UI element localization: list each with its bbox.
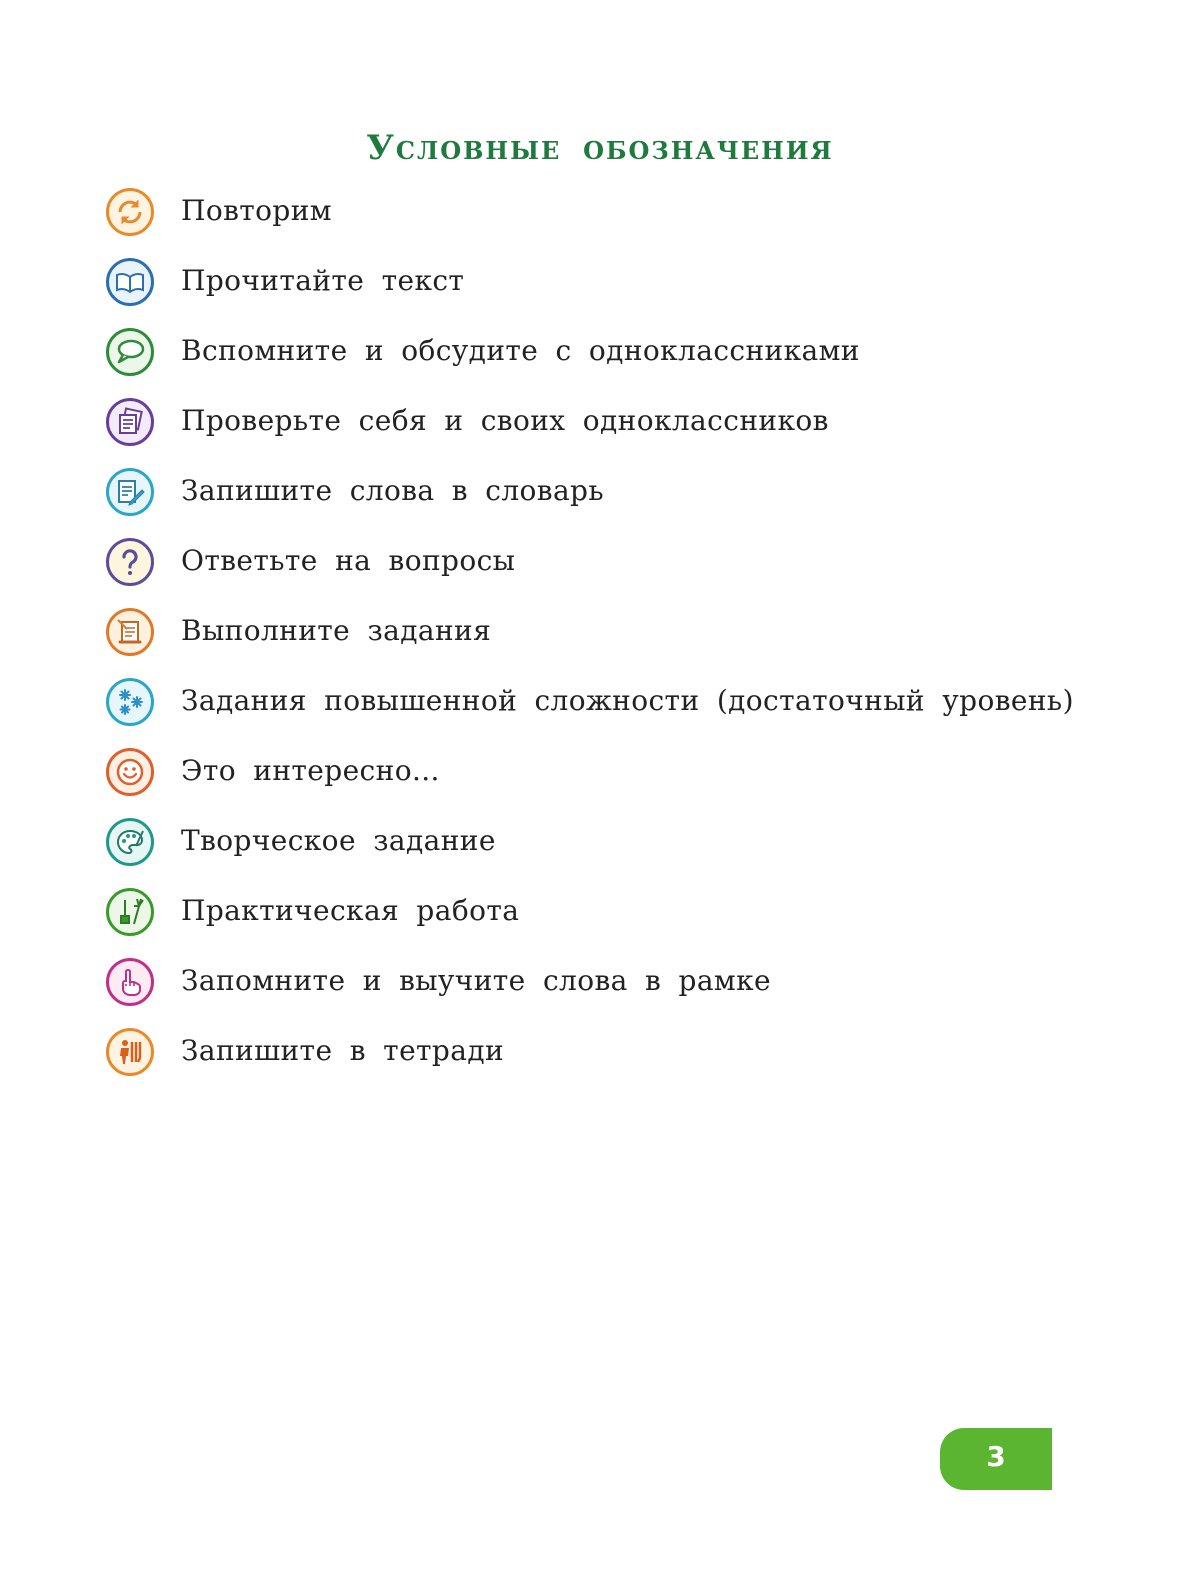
legend-label: Задания повышенной сложности (достаточный уровень) [181, 684, 1074, 717]
paint-palette-icon [106, 818, 154, 866]
smiley-face-icon [106, 748, 154, 796]
legend-label: Повторим [181, 194, 332, 227]
raised-finger-icon [106, 958, 154, 1006]
legend-label: Запомните и выучите слова в рамке [181, 964, 771, 997]
page-number: 3 [986, 1440, 1006, 1473]
garden-tools-icon [106, 888, 154, 936]
legend-label: Проверьте себя и своих одноклассников [181, 404, 829, 437]
speech-bubble-icon [106, 328, 154, 376]
page-number-tab [940, 1428, 1052, 1490]
legend-label: Запишите слова в словарь [181, 474, 605, 507]
writing-person-icon [106, 1028, 154, 1076]
legend-label: Выполните задания [181, 614, 492, 647]
legend-label: Запишите в тетради [181, 1034, 505, 1067]
legend-label: Прочитайте текст [181, 264, 465, 297]
legend-label: Практическая работа [181, 894, 520, 927]
legend-label: Творческое задание [181, 824, 496, 857]
open-book-icon [106, 258, 154, 306]
legend-label: Вспомните и обсудите с одноклассниками [181, 334, 860, 367]
repeat-arrows-icon [106, 188, 154, 236]
stacked-papers-icon [106, 398, 154, 446]
scroll-with-quill-icon [106, 608, 154, 656]
page-title: Условные обозначения [366, 128, 834, 168]
legend-label: Ответьте на вопросы [181, 544, 516, 577]
note-with-pen-icon [106, 468, 154, 516]
snowflakes-icon [106, 678, 154, 726]
question-mark-icon [106, 538, 154, 586]
legend-label: Это интересно... [181, 754, 440, 787]
